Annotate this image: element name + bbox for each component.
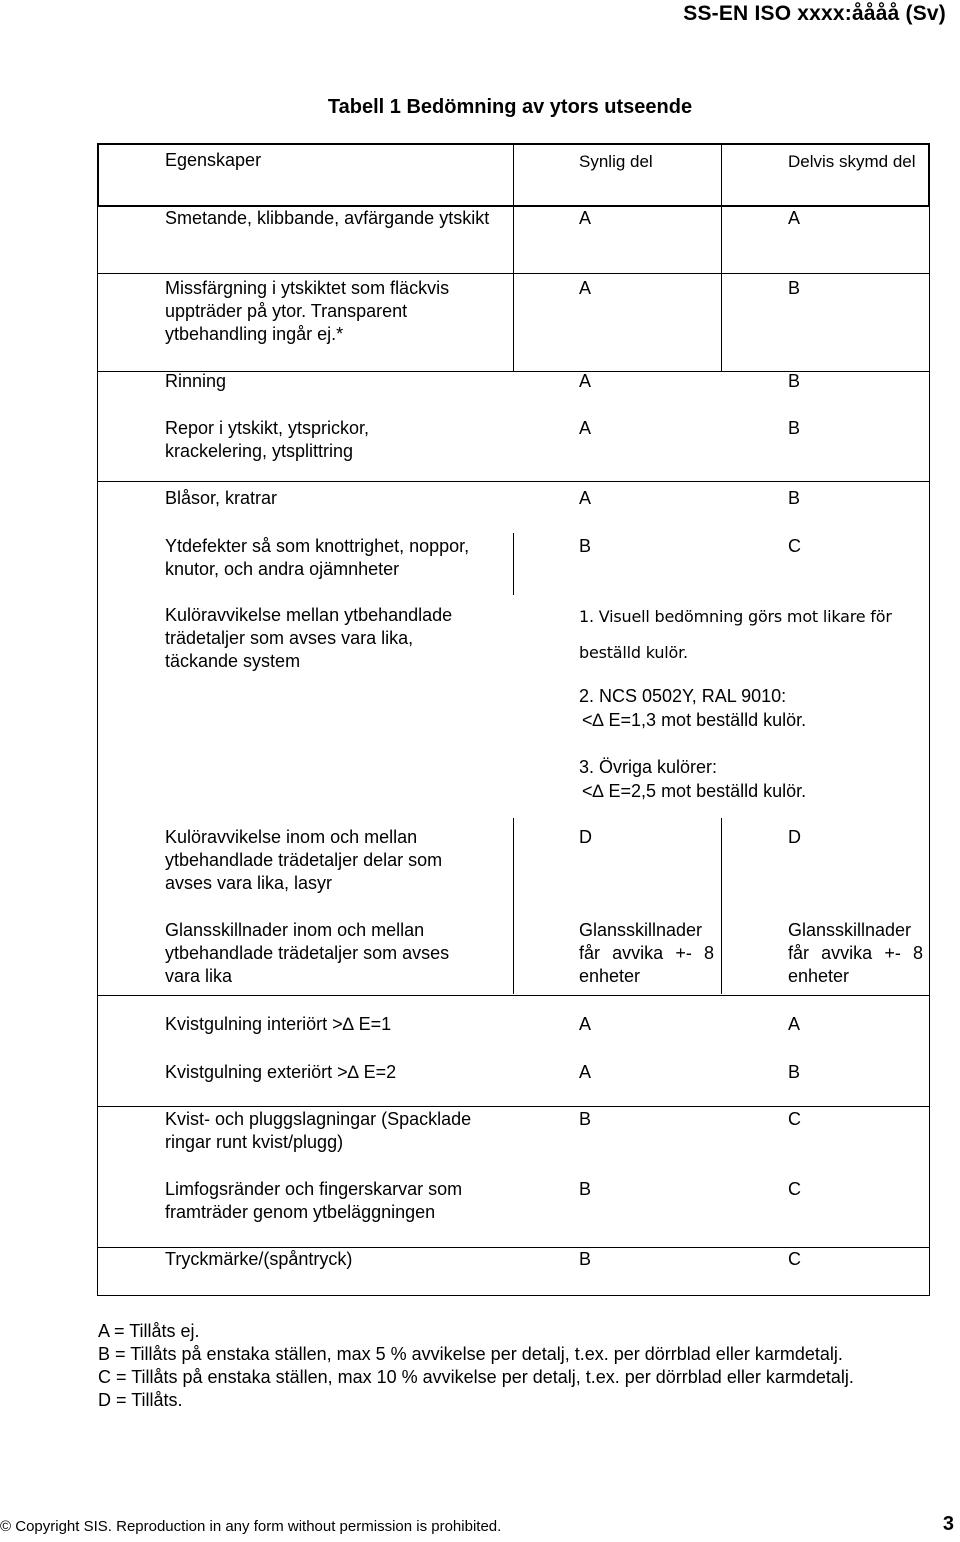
table-cell-visible: A <box>579 1062 592 1082</box>
column-divider <box>513 533 514 595</box>
table-cell-property: Kulöravvikelse inom och mellan ytbehandlade trädetaljer delar som avses vara lika, lasyr <box>165 827 443 893</box>
table-cell-property: Missfärgning i ytskiktet som fläckvis uppträder på ytor. Transparent ytbehandling ingår ej.* <box>165 278 450 344</box>
table-cell-color-note-3b: <∆ E=2,5 mot beställd kulör. <box>582 781 807 801</box>
table-cell-visible: A <box>579 371 592 391</box>
column-divider <box>513 818 514 994</box>
assessment-table <box>97 143 930 1296</box>
table-cell-visible: B <box>579 536 592 556</box>
table-cell-partial: A <box>788 1014 801 1034</box>
column-divider <box>721 818 722 994</box>
table-cell-partial: B <box>788 371 801 391</box>
table-cell-property: Limfogsränder och fingerskarvar som framträder genom ytbeläggningen <box>165 1179 463 1222</box>
column-header-visible: Synlig del <box>579 152 653 171</box>
document-header-standard-id: SS-EN ISO xxxx:åååå (Sv) <box>683 2 946 25</box>
table-cell-partial: A <box>788 208 801 228</box>
page-number: 3 <box>942 1513 954 1535</box>
table-cell-visible: Glansskillnader får avvika +- 8 enheter <box>579 920 714 986</box>
grade-legend <box>98 1320 854 1412</box>
table-cell-partial: C <box>788 1179 801 1199</box>
table-title: Tabell 1 Bedömning av ytors utseende <box>327 96 693 118</box>
legend-item-a: A = Tillåts ej. <box>98 1321 200 1341</box>
copyright-text: Copyright SIS. Reproduction in any form without permission is prohibited. <box>15 1518 502 1535</box>
table-cell-visible: B <box>579 1179 592 1199</box>
table-cell-color-note-1: 1. Visuell bedömning görs mot likare för beställd kulör. <box>579 607 892 662</box>
table-cell-visible: A <box>579 418 592 438</box>
table-cell-visible: D <box>579 827 592 847</box>
table-cell-property: Glansskillnader inom och mellan ytbehandlade trädetaljer som avses vara lika <box>165 920 450 986</box>
table-cell-partial: B <box>788 418 801 438</box>
table-cell-partial: C <box>788 536 801 556</box>
column-header-partial: Delvis skymd del <box>788 152 916 171</box>
footer-copyright <box>0 1518 501 1535</box>
table-cell-property: Tryckmärke/(spåntryck) <box>165 1249 353 1269</box>
table-cell-color-note-2a: 2. NCS 0502Y, RAL 9010: <box>579 686 787 706</box>
table-cell-property: Rinning <box>165 371 227 391</box>
table-cell-color-note-2b: <∆ E=1,3 mot beställd kulör. <box>582 710 807 730</box>
table-cell-visible: B <box>579 1249 592 1269</box>
table-cell-property: Repor i ytskikt, ytsprickor, krackelering, ytsplittring <box>165 418 370 461</box>
legend-item-c: C = Tillåts på enstaka ställen, max 10 % avvikelse per detalj, t.ex. per dörrblad eller karmdetalj. <box>98 1367 854 1387</box>
table-cell-property: Kulöravvikelse mellan ytbehandlade trädetaljer som avses vara lika, täckande system <box>165 605 453 671</box>
table-cell-color-note-3a: 3. Övriga kulörer: <box>579 757 718 777</box>
table-cell-property: Kvistgulning interiört >∆ E=1 <box>165 1014 392 1034</box>
table-cell-visible: B <box>579 1109 592 1129</box>
table-cell-partial: B <box>788 488 801 508</box>
table-cell-visible: A <box>579 488 592 508</box>
table-cell-visible: A <box>579 208 592 228</box>
column-divider <box>721 143 722 371</box>
table-cell-visible: A <box>579 1014 592 1034</box>
row-divider <box>97 1106 930 1107</box>
row-divider <box>97 273 930 274</box>
table-cell-property: Ytdefekter så som knottrighet, noppor, knutor, och andra ojämnheter <box>165 536 470 579</box>
table-cell-partial: C <box>788 1109 801 1129</box>
table-cell-property: Blåsor, kratrar <box>165 488 278 508</box>
column-divider <box>513 143 514 371</box>
table-cell-property: Kvist- och pluggslagningar (Spacklade ringar runt kvist/plugg) <box>165 1109 472 1152</box>
table-cell-property: Smetande, klibbande, avfärgande ytskikt <box>165 208 490 228</box>
legend-item-d: D = Tillåts. <box>98 1390 183 1410</box>
row-divider <box>97 995 930 996</box>
table-cell-visible: A <box>579 278 592 298</box>
table-cell-partial: C <box>788 1249 801 1269</box>
legend-item-b: B = Tillåts på enstaka ställen, max 5 % avvikelse per detalj, t.ex. per dörrblad eller karmdetalj. <box>98 1344 843 1364</box>
table-cell-partial: B <box>788 1062 801 1082</box>
row-divider <box>97 481 930 482</box>
copyright-icon: © <box>0 1518 12 1535</box>
table-cell-property: Kvistgulning exteriört >∆ E=2 <box>165 1062 397 1082</box>
table-cell-partial: Glansskillnader får avvika +- 8 enheter <box>788 920 923 986</box>
column-header-property: Egenskaper <box>165 150 262 170</box>
table-cell-partial: D <box>788 827 801 847</box>
table-cell-partial: B <box>788 278 801 298</box>
